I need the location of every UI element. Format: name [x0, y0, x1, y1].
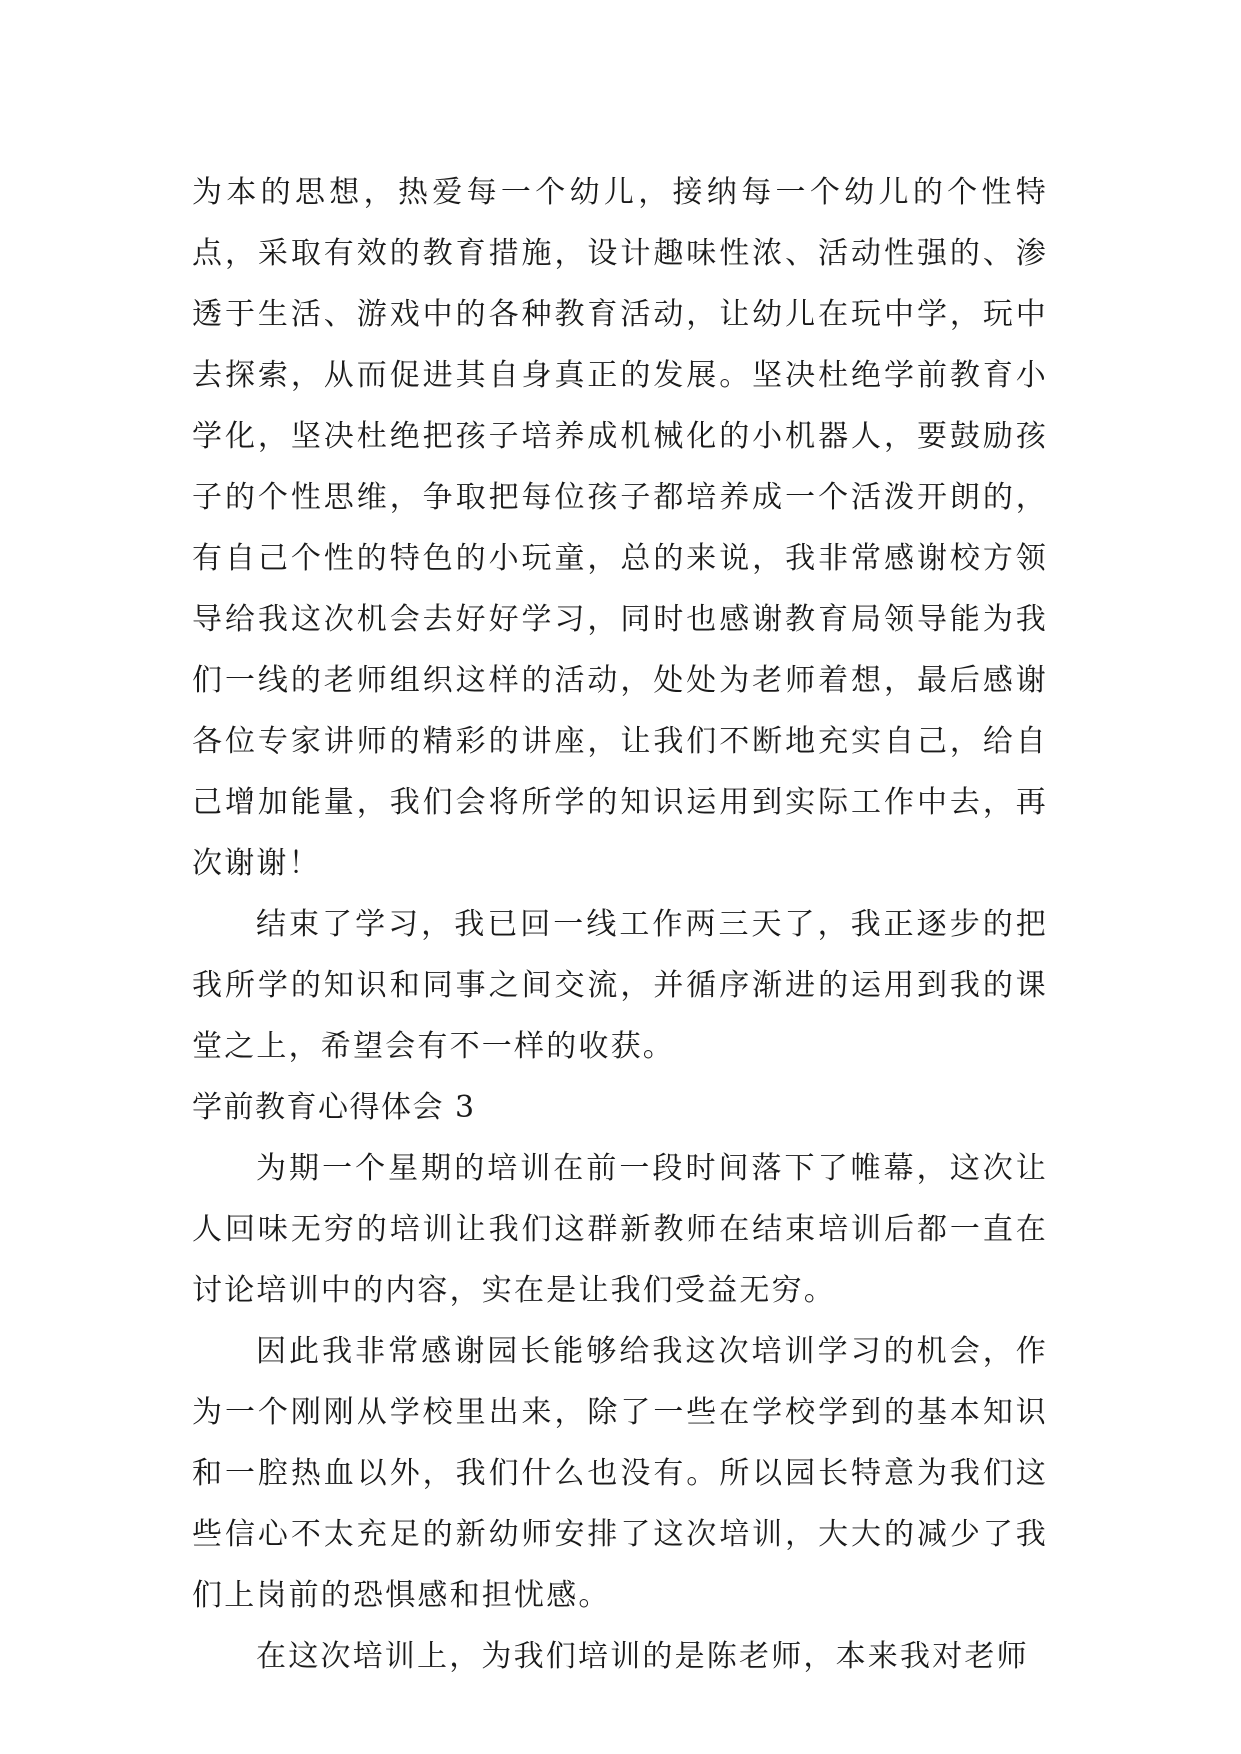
paragraph-teacher-chen: 在这次培训上，为我们培训的是陈老师，本来我对老师 [256, 1639, 1029, 1674]
paragraph-training-week: 为期一个星期的培训在前一段时间落下了帷幕，这次让人回味无穷的培训让我们这群新教师在结束培训后都一直在讨论培训中的内容，实在是让我们受益无穷。 [192, 1151, 1048, 1308]
paragraph-gratitude: 因此我非常感谢园长能够给我这次培训学习的机会，作为一个刚刚从学校里出来，除了一些在学校学到的基本知识和一腔热血以外，我们什么也没有。所以园长特意为我们这些信心不太充足的新幼师安排了这次培训，大大的减少了我们上岗前的恐惧感和担忧感。 [192, 1334, 1048, 1613]
paragraph-after-study: 结束了学习，我已回一线工作两三天了，我正逐步的把我所学的知识和同事之间交流，并循序渐进的运用到我的课堂之上，希望会有不一样的收获。 [192, 907, 1048, 1064]
paragraph-continuation: 为本的思想，热爱每一个幼儿，接纳每一个幼儿的个性特点，采取有效的教育措施，设计趣味性浓、活动性强的、渗透于生活、游戏中的各种教育活动，让幼儿在玩中学，玩中去探索，从而促进其自身真正的发展。坚决杜绝学前教育小学化，坚决杜绝把孩子培养成机械化的小机器人，要鼓励孩子的个性思维，争取把每位孩子都培养成一个活泼开朗的，有自己个性的特色的小玩童，总的来说，我非常感谢校方领导给我这次机会去好好学习，同时也感谢教育局领导能为我们一线的老师组织这样的活动，处处为老师着想，最后感谢各位专家讲师的精彩的讲座，让我们不断地充实自己，给自己增加能量，我们会将所学的知识运用到实际工作中去，再次谢谢！ [192, 175, 1048, 881]
section-heading: 学前教育心得体会 3 [192, 1090, 476, 1125]
document-body [192, 162, 1048, 1687]
